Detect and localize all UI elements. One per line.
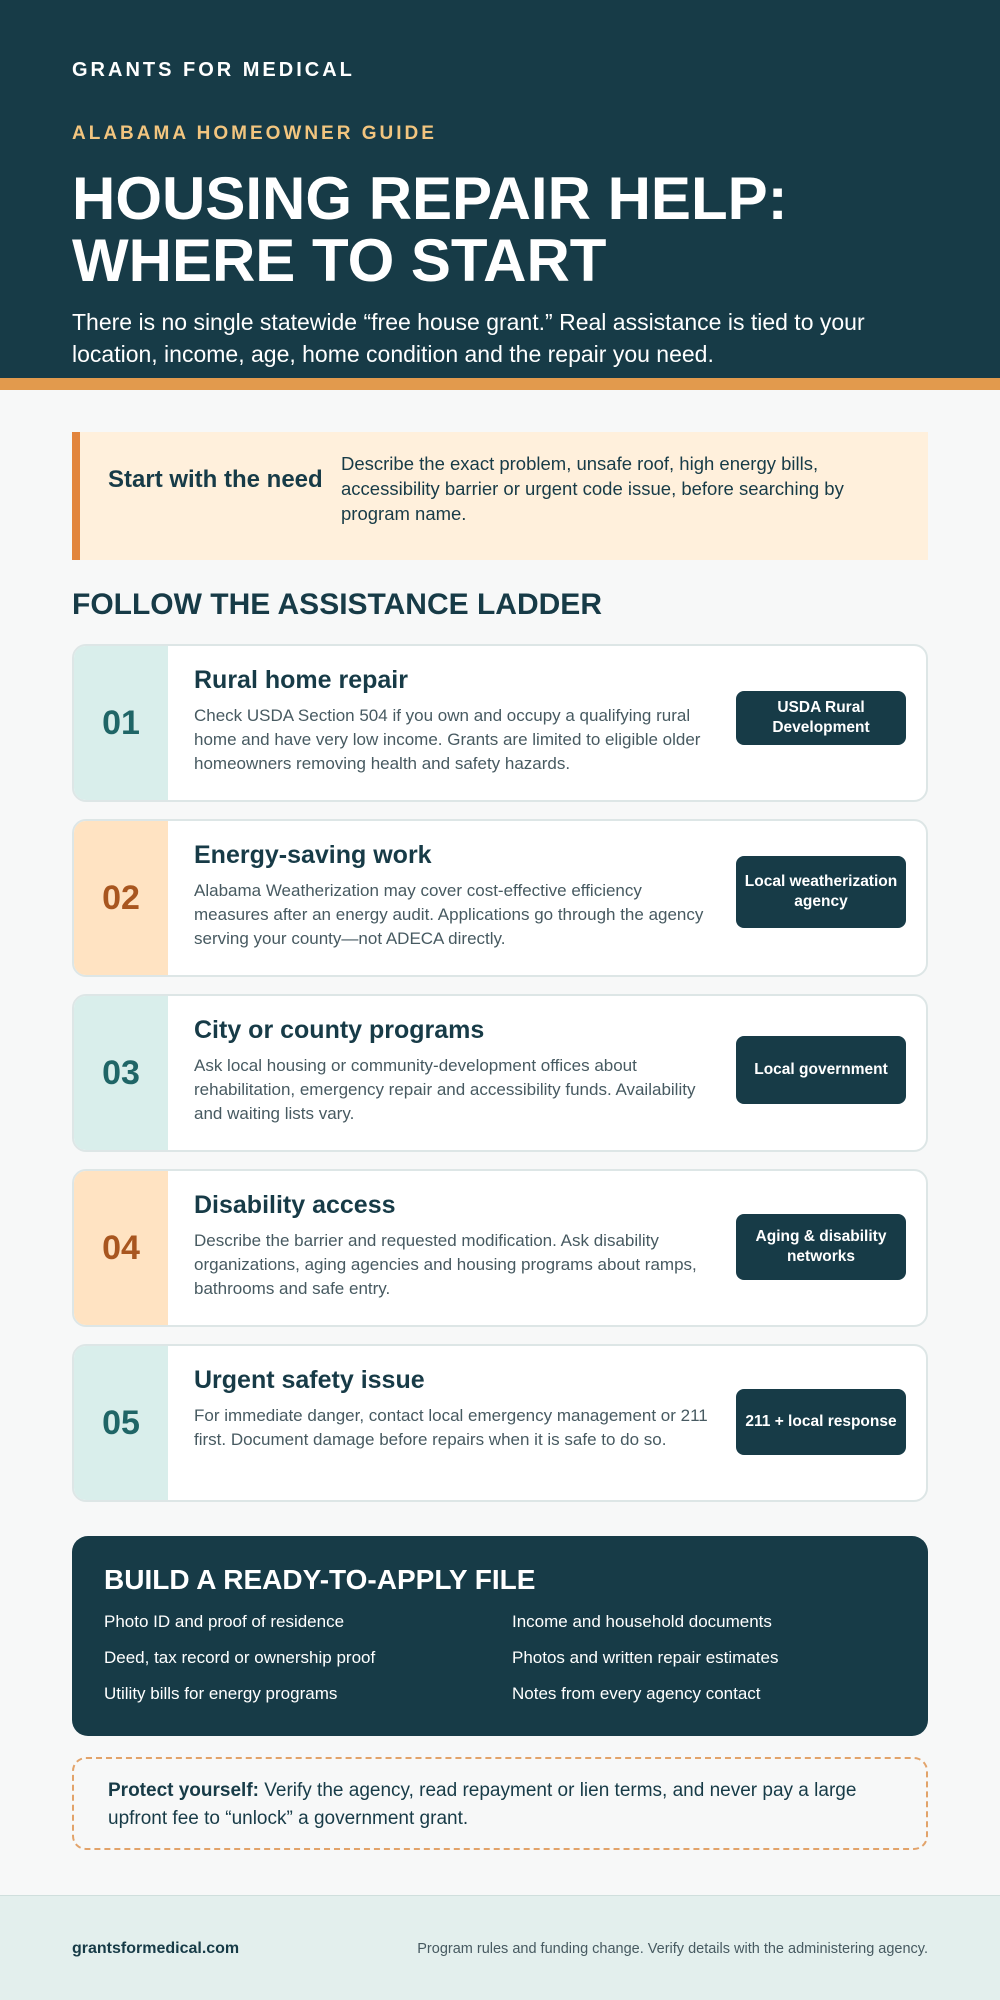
hero-banner — [0, 0, 1000, 378]
step-title: Disability access — [194, 1191, 396, 1219]
agency-tag: Local weatherization agency — [736, 856, 906, 928]
footer-disclaimer: Program rules and funding change. Verify details with the administering agency. — [417, 1941, 928, 1957]
checklist-item: Utility bills for energy programs — [104, 1684, 338, 1703]
file-title: BUILD A READY-TO-APPLY FILE — [104, 1564, 536, 1595]
step-number: 01 — [74, 646, 168, 800]
step-description: Alabama Weatherization may cover cost-effective efficiency measures after an energy audit. Applications go through the agency serving your county—not ADECA directly. — [194, 881, 704, 948]
step-number: 05 — [74, 1346, 168, 1500]
protect-yourself-warning — [72, 1757, 928, 1850]
checklist-item: Income and household documents — [512, 1612, 772, 1631]
ladder-heading: FOLLOW THE ASSISTANCE LADDER — [72, 588, 602, 621]
step-title: Energy-saving work — [194, 841, 432, 869]
need-title: Start with the need — [108, 466, 323, 493]
warning-label: Protect yourself: — [108, 1780, 259, 1801]
step-card — [72, 1344, 928, 1502]
assistance-ladder — [72, 644, 928, 1519]
step-card — [72, 819, 928, 977]
start-with-need-callout — [72, 432, 928, 560]
checklist-item: Notes from every agency contact — [512, 1684, 761, 1703]
page-title: HOUSING REPAIR HELP: WHERE TO START — [72, 165, 788, 294]
agency-tag: Aging & disability networks — [736, 1214, 906, 1280]
checklist-item: Deed, tax record or ownership proof — [104, 1648, 376, 1667]
step-title: Rural home repair — [194, 666, 408, 694]
step-description: Describe the barrier and requested modification. Ask disability organizations, aging agencies and housing programs about ramps, bathrooms and safe entry. — [194, 1231, 697, 1298]
checklist-item: Photos and written repair estimates — [512, 1648, 779, 1667]
step-description: Ask local housing or community-development offices about rehabilitation, emergency repair and accessibility funds. Availability and waiting lists vary. — [194, 1056, 696, 1123]
warning-text: Verify the agency, read repayment or lien terms, and never pay a large upfront fee to “unlock” a government grant. — [108, 1780, 857, 1829]
step-description: Check USDA Section 504 if you own and occupy a qualifying rural home and have very low income. Grants are limited to eligible older homeowners removing health and safety hazards. — [194, 706, 701, 773]
agency-tag: 211 + local response — [736, 1389, 906, 1455]
intro-text: There is no single statewide “free house grant.” Real assistance is tied to your location, income, age, home condition and the repair you need. — [72, 309, 865, 367]
footer-domain-link[interactable]: grantsformedical.com — [72, 1940, 240, 1957]
guide-kicker: ALABAMA HOMEOWNER GUIDE — [72, 123, 437, 144]
step-title: Urgent safety issue — [194, 1366, 425, 1394]
step-card — [72, 644, 928, 802]
brand-name: GRANTS FOR MEDICAL — [72, 59, 355, 81]
step-number: 02 — [74, 821, 168, 975]
checklist-item: Photo ID and proof of residence — [104, 1612, 345, 1631]
agency-tag: USDA Rural Development — [736, 691, 906, 745]
step-card — [72, 1169, 928, 1327]
step-title: City or county programs — [194, 1016, 485, 1044]
need-text: Describe the exact problem, unsafe roof, high energy bills, accessibility barrier or urgent code issue, before searching by program name. — [341, 453, 844, 524]
step-number: 03 — [74, 996, 168, 1150]
page-footer — [0, 1895, 1000, 2000]
agency-tag: Local government — [736, 1036, 906, 1104]
step-card — [72, 994, 928, 1152]
hero-accent-bar — [0, 378, 1000, 390]
ready-to-apply-file — [72, 1536, 928, 1736]
step-number: 04 — [74, 1171, 168, 1325]
step-description: For immediate danger, contact local emergency management or 211 first. Document damage before repairs when it is safe to do so. — [194, 1406, 708, 1449]
